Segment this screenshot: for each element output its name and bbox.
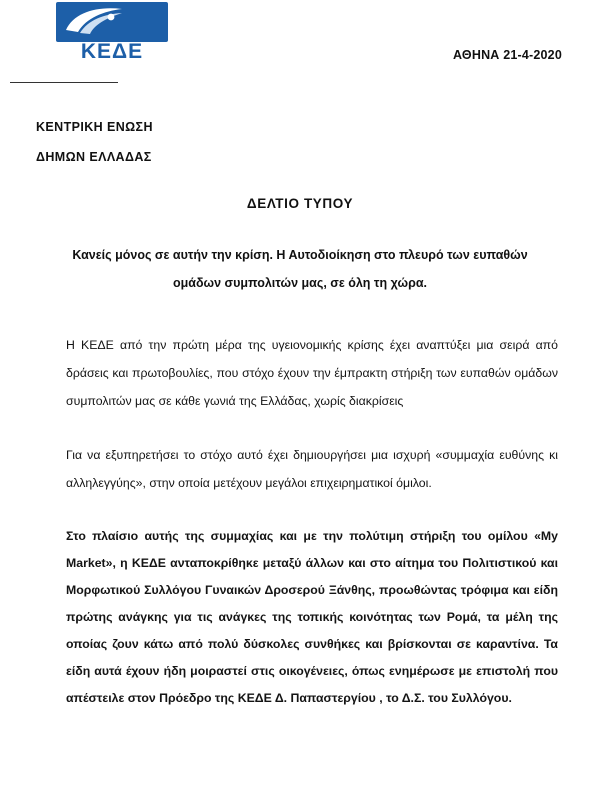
organization-line-1: ΚΕΝΤΡΙΚΗ ΕΝΩΣΗ	[36, 120, 153, 134]
page-title: ΔΕΛΤΙΟ ΤΥΠΟΥ	[246, 196, 354, 211]
paragraph-2: Για να εξυπηρετήσει το στόχο αυτό έχει δημιουργήσει μια ισχυρή «συμμαχία ευθύνης κι αλληλεγγύης», στην οποία μετέχουν μεγάλοι επιχειρηματικοί όμιλοι.	[66, 448, 558, 490]
logo-wordmark: ΚΕΔΕ	[80, 40, 144, 63]
lead-paragraph: Κανείς μόνος σε αυτήν την κρίση. Η Αυτοδιοίκηση στο πλευρό των ευπαθών ομάδων συμπολιτών μας, σε όλη τη χώρα.	[72, 248, 528, 290]
kede-swoosh-icon	[64, 6, 126, 36]
header-divider	[10, 82, 118, 83]
document-body	[0, 196, 600, 712]
lead-paragraph-wrapper	[0, 241, 600, 297]
paragraph-1: Η ΚΕΔΕ από την πρώτη μέρα της υγειονομικής κρίσης έχει αναπτύξει μια σειρά από δράσεις και πρωτοβουλίες, που στόχο έχουν την έμπρακτη στήριξη των ευπαθών ομάδων συμπολιτών μας σε κάθε γωνιά της Ελλάδας, χωρίς διακρίσεις	[66, 338, 558, 408]
document-header	[0, 0, 600, 96]
kede-logo	[56, 2, 168, 63]
organization-line-2: ΔΗΜΩΝ ΕΛΛΑΔΑΣ	[36, 150, 152, 164]
paragraph-3: Στο πλαίσιο αυτής της συμμαχίας και με την πολύτιμη στήριξη του ομίλου «My Market», η ΚΕΔΕ ανταποκρίθηκε μεταξύ άλλων και στο αίτημα του Πολιτιστικού και Μορφωτικού Συλλόγου Γυναικών Δροσερού Ξάνθης, προωθώντας τρόφιμα και είδη πρώτης ανάγκης για τις ανάγκες της τοπικής κοινότητας των Ρομά, τα μέλη της οποίας ζουν κάτω από πολύ δύσκολες συνθήκες και βρίσκονται σε καραντίνα. Τα είδη αυτά έχουν ήδη μοιραστεί στις οικογένειες, όπως ενημέρωσε με επιστολή που απέστειλε στον Πρόεδρο της ΚΕΔΕ Δ. Παπαστεργίου , το Δ.Σ. του Συλλόγου.	[66, 529, 558, 705]
organization-name	[36, 112, 153, 172]
document-date: ΑΘΗΝΑ 21-4-2020	[453, 48, 562, 62]
